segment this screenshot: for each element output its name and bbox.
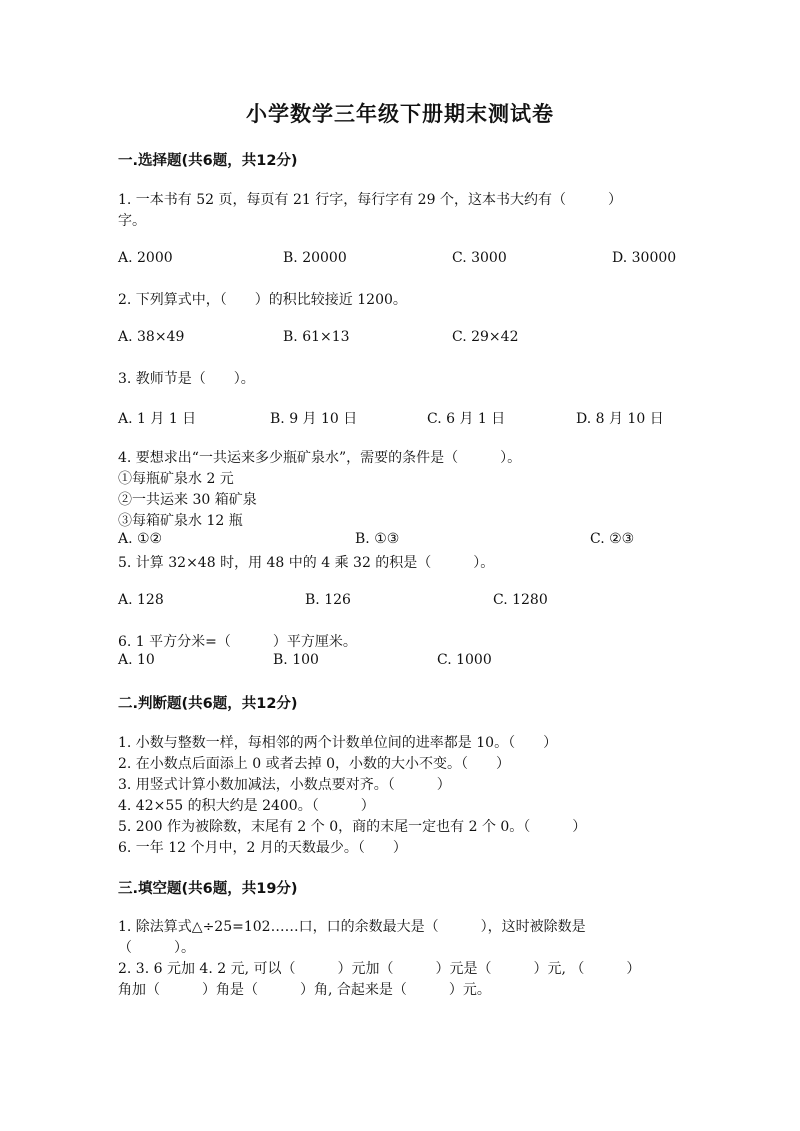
page-title: 小学数学三年级下册期末测试卷 <box>246 102 554 126</box>
option: A. 1 月 1 日 <box>118 411 197 427</box>
option: B. 20000 <box>283 250 347 266</box>
list-item: 5. 200 作为被除数，末尾有 2 个 0，商的末尾一定也有 2 个 0。（ ） <box>118 819 587 835</box>
section-heading-fill: 三.填空题(共6题，共19分) <box>118 881 298 897</box>
question-text: 3. 教师节是（ ）。 <box>118 371 255 387</box>
section-heading-choice: 一.选择题(共6题，共12分) <box>118 153 298 169</box>
option: A. 128 <box>118 592 164 608</box>
question-text: 5. 计算 32×48 时，用 48 中的 4 乘 32 的积是（ ）。 <box>118 555 495 571</box>
option: A. 38×49 <box>118 329 185 345</box>
question-text: 4. 要想求出“一共运来多少瓶矿泉水”，需要的条件是（ ）。 <box>118 450 522 466</box>
option: C. ②③ <box>590 531 635 547</box>
option: B. 9 月 10 日 <box>270 411 358 427</box>
option: B. 126 <box>305 592 351 608</box>
option: B. 61×13 <box>283 329 350 345</box>
option: C. 6 月 1 日 <box>427 411 506 427</box>
question-text: 6. 1 平方分米=（ ）平方厘米。 <box>118 634 357 650</box>
option: C. 3000 <box>452 250 507 266</box>
question-text: 1. 一本书有 52 页，每页有 21 行字，每行字有 29 个，这本书大约有（ ） <box>118 192 622 208</box>
condition: ①每瓶矿泉水 2 元 <box>118 471 234 487</box>
question-text: 1. 除法算式△÷25=102……口，口的余数最大是（ ），这时被除数是 <box>118 919 586 935</box>
question-text: 字。 <box>118 213 146 229</box>
option: C. 29×42 <box>452 329 519 345</box>
condition: ③每箱矿泉水 12 瓶 <box>118 513 243 529</box>
question-text: 2. 下列算式中，（ ）的积比较接近 1200。 <box>118 292 407 308</box>
option: D. 30000 <box>612 250 677 266</box>
condition: ②一共运来 30 箱矿泉 <box>118 492 257 508</box>
option: C. 1000 <box>437 652 492 668</box>
option: C. 1280 <box>493 592 548 608</box>
question-text: （ ）。 <box>118 940 195 956</box>
option: B. ①③ <box>355 531 400 547</box>
option: A. 2000 <box>118 250 173 266</box>
list-item: 6. 一年 12 个月中，2 月的天数最少。（ ） <box>118 840 407 856</box>
question-text: 2. 3. 6 元加 4. 2 元, 可以（ ）元加（ ）元是（ ）元, （ ） <box>118 961 641 977</box>
list-item: 4. 42×55 的积大约是 2400。（ ） <box>118 798 375 814</box>
option: D. 8 月 10 日 <box>576 411 664 427</box>
option: A. 10 <box>118 652 155 668</box>
question-text: 角加（ ）角是（ ）角, 合起来是（ ）元。 <box>118 982 491 998</box>
option: A. ①② <box>118 531 163 547</box>
list-item: 1. 小数与整数一样，每相邻的两个计数单位间的进率都是 10。（ ） <box>118 735 558 751</box>
list-item: 3. 用竖式计算小数加减法，小数点要对齐。（ ） <box>118 777 451 793</box>
option: B. 100 <box>273 652 319 668</box>
section-heading-judgement: 二.判断题(共6题，共12分) <box>118 696 298 712</box>
list-item: 2. 在小数点后面添上 0 或者去掉 0，小数的大小不变。（ ） <box>118 756 510 772</box>
